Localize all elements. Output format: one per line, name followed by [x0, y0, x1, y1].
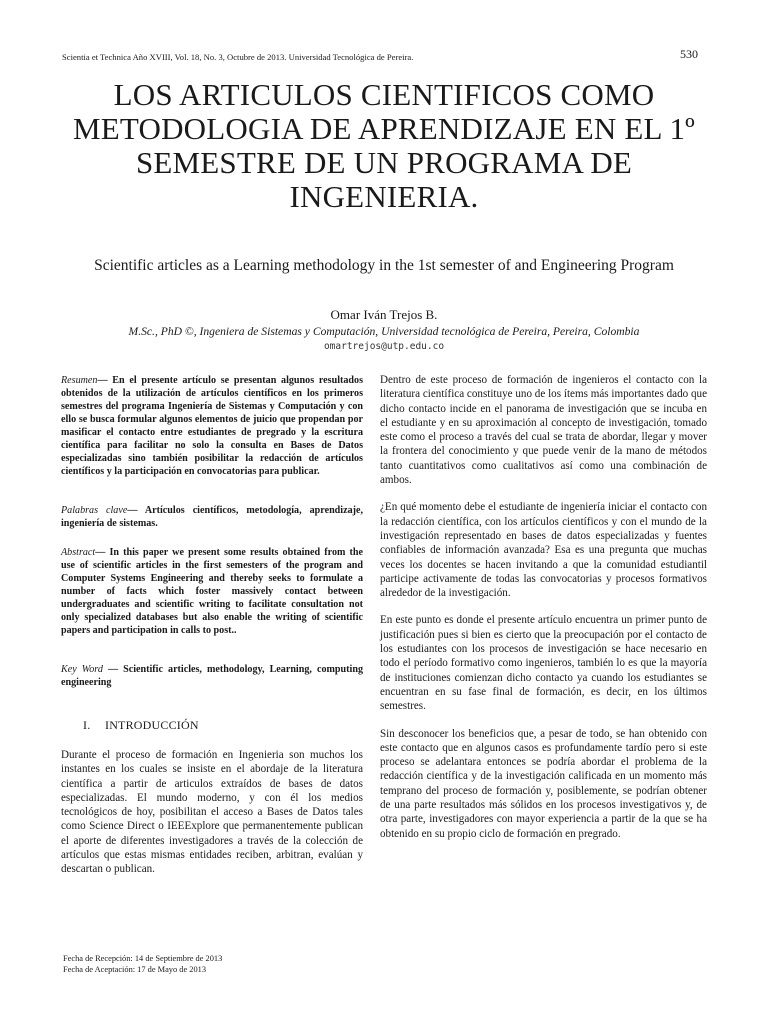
- running-header: [62, 49, 698, 64]
- key-word-label: Key Word: [61, 664, 103, 675]
- abstract-label: Abstract: [61, 547, 96, 558]
- title-line: METODOLOGIA DE APRENDIZAJE EN EL 1º: [73, 111, 695, 146]
- resumen-label: Resumen: [61, 375, 98, 386]
- abstract-paragraph: [61, 546, 363, 637]
- left-column: [61, 374, 363, 877]
- palabras-clave-text: — Artículos científicos, metodología, aprendizaje, ingeniería de sistemas.: [61, 505, 363, 529]
- received-date: Fecha de Recepción: 14 de Septiembre de 2013: [63, 954, 223, 963]
- right-column: [380, 373, 707, 841]
- footnote-dates: [63, 953, 222, 975]
- section-title: INTRODUCCIÓN: [105, 718, 199, 732]
- author-name: Omar Iván Trejos B.: [330, 307, 438, 322]
- body-paragraph-2: ¿En qué momento debe el estudiante de ingeniería iniciar el contacto con la redacción científica, con los artículos científicos y con el mundo de la investigación representado en bases de datos especializadas y fuentes confiables de información avanzada? Esa es una pregunta que muchas veces los docentes se hacen invitando a que la comunidad estudiantil participe activamente de todas las convocatorias y procesos formativos alrededor de la investigación.: [380, 501, 707, 600]
- key-word-paragraph: [61, 663, 363, 689]
- palabras-clave-paragraph: [61, 504, 363, 530]
- resumen-text: — En el presente artículo se presentan algunos resultados obtenidos de la utilización de artículos científicos en los primeros semestres del programa Ingeniería de Sistemas y Computación y con ello se busca formular algunos elementos de juicio que propendan por masificar el contacto entre estudiantes de pregrado y la escritura científica para facilitar no solo la consulta en Bases de Datos especializadas sino también posibilitar la redacción de artículos científicos y la participación en convocatorias para publicar.: [61, 375, 363, 477]
- title-line: INGENIERIA.: [289, 179, 479, 214]
- paper-title: [60, 78, 708, 214]
- abstract-text: — In this paper we present some results obtained from the use of scientific articles in the first semesters of the program and Computer Systems Engineering and thereby seeks to formulate a number of facts which foster massively contact between undergraduates and scientific writing to facilitate consultation not only specialized databases but also enable the writing of scientific papers and participation in calls to post..: [61, 547, 363, 636]
- palabras-clave-label: Palabras clave: [61, 505, 128, 516]
- title-line: SEMESTRE DE UN PROGRAMA DE: [135, 145, 633, 180]
- body-paragraph-4: Sin desconocer los beneficios que, a pesar de todo, se han obtenido con este contacto que en algunos casos es profundamente tardío pero si este proceso se adelantara entonces se podría abordar el problema de la redacción científica y de la investigación calificada en un momento más temprano del proceso de formación y, posiblemente, se podrían obtener de una parte resultados más sólidos en los procesos investigativos y, de otra parte, investigadores con mayor experiencia a partir de la que se ha obtenido en su propio ciclo de formación en pregrado.: [380, 727, 707, 840]
- english-title: Scientific articles as a Learning methodology in the 1st semester of and Engineering Program: [94, 257, 674, 274]
- body-paragraph-1: Dentro de este proceso de formación de ingenieros el contacto con la literatura científica constituye uno de los ítems más importantes dado que dicho contacto incide en el panorama de investigación que se incuba en el estudiante y en su aproximación al concepto de investigación, tomado este como el proceso a través del cual se trata de abordar, llegar y mover la frontera del conocimiento y que puede venir de la mano de métodos tanto cuantitativos como cualitativos así como una combinación de ambos.: [380, 374, 707, 487]
- intro-paragraph-1: Durante el proceso de formación en Ingenieria son muchos los instantes en los cuales se insiste en el abordaje de la literatura científica a partir de articulos extraídos de bases de datos especializadas. El mundo moderno, y con él los medios tecnológicos de hoy, posibilitan el acceso a Bases de Datos tales como Science Direct o IEEExplore que permanentemente publican el aporte de diferentes investigadores a través de la colección de artículos que estas mismas entidades reciben, arbitran, evalúan y descartan o publican.: [61, 749, 363, 876]
- author-email: omartrejos@utp.edu.co: [323, 341, 445, 352]
- section-heading: [61, 718, 363, 733]
- accepted-date: Fecha de Aceptación: 17 de Mayo de 2013: [63, 965, 207, 974]
- journal-citation: Scientia et Technica Año XVIII, Vol. 18, No. 3, Octubre de 2013. Universidad Tecnológica de Pereira.: [62, 52, 414, 62]
- page-number: 530: [680, 47, 698, 61]
- section-number: I.: [83, 718, 91, 732]
- author-affiliation: M.Sc., PhD ©, Ingeniera de Sistemas y Computación, Universidad tecnológica de Pereira, Pereira, Colombia: [128, 325, 640, 338]
- resumen-paragraph: [61, 374, 363, 478]
- title-line: LOS ARTICULOS CIENTIFICOS COMO: [113, 77, 655, 112]
- key-word-text: — Scientific articles, methodology, Learning, computing engineering: [61, 664, 363, 688]
- body-paragraph-3: En este punto es donde el presente artículo encuentra un primer punto de justificación pues si bien es cierto que la preocupación por el contacto de los estudiantes con los procesos de investigación se hace necesario en todo el período formativo como ingenieros, también lo es que la mayoría de instituciones comienzan dicho contacto ya cuando los estudiantes se encuentran en su fase final de formación, es decir, en los últimos semestres.: [380, 614, 707, 713]
